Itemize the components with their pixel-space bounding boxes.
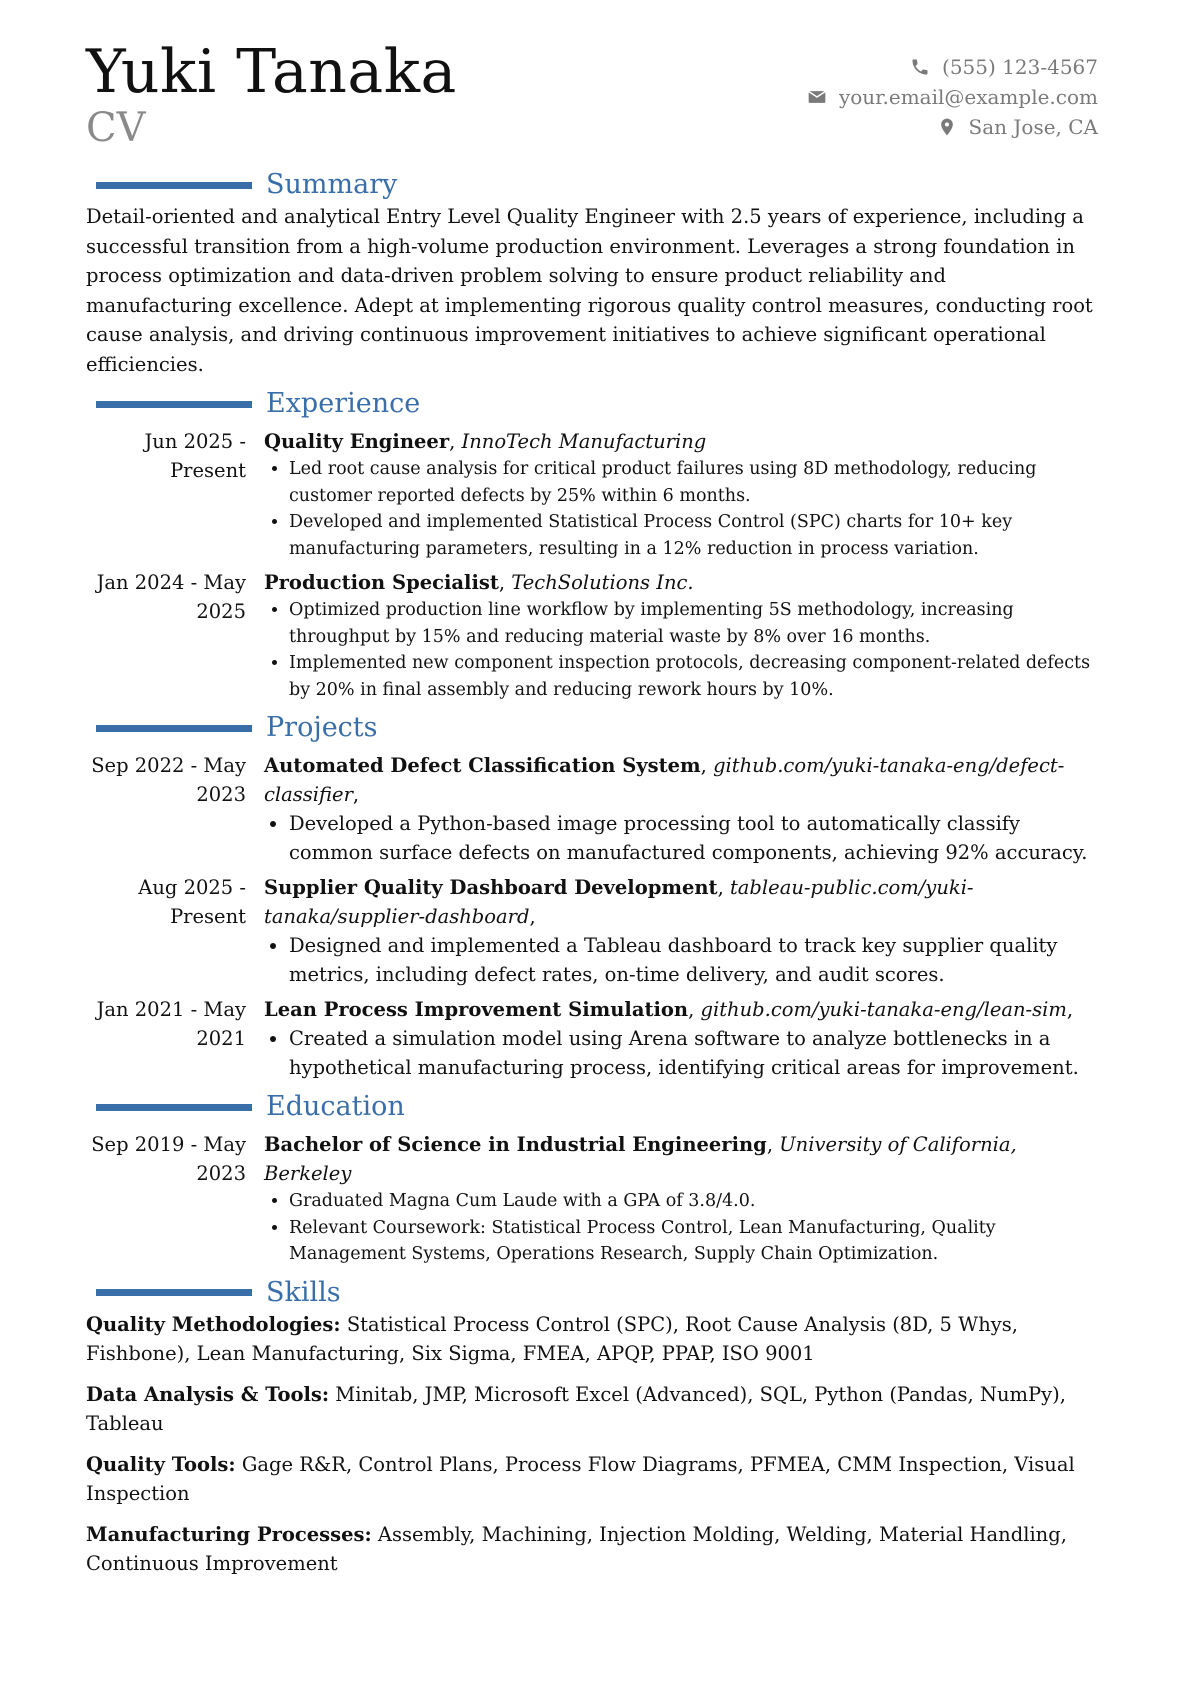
entry-date: Jan 2024 - May 2025	[96, 571, 246, 623]
entry-date: Jun 2025 - Present	[144, 430, 246, 482]
school-name: University of California, Berkeley	[264, 1133, 1017, 1185]
skill-label: Manufacturing Processes:	[86, 1522, 372, 1546]
skill-text: Assembly, Machining, Injection Molding, Welding, Material Handling, Continuous Improvement	[86, 1522, 1067, 1575]
list-item: • Graduated Magna Cum Laude with a GPA of 3.8/4.0.	[289, 1188, 1098, 1215]
project-link[interactable]: tableau-public.com/yuki-tanaka/supplier-dashboard	[264, 876, 974, 928]
envelope-icon	[807, 87, 827, 107]
projects-heading	[86, 711, 1098, 745]
skill-text: Gage R&R, Control Plans, Process Flow Diagrams, PFMEA, CMM Inspection, Visual Inspection	[86, 1452, 1075, 1505]
skill-row	[86, 1520, 1098, 1578]
skill-row	[86, 1450, 1098, 1508]
skill-text: Minitab, JMP, Microsoft Excel (Advanced), SQL, Python (Pandas, NumPy), Tableau	[86, 1382, 1066, 1435]
list-item: • Relevant Coursework: Statistical Process Control, Lean Manufacturing, Quality Management Systems, Operations Research, Supply Chain Optimization.	[289, 1215, 1098, 1268]
list-item: • Optimized production line workflow by implementing 5S methodology, increasing throughput by 15% and reducing material waste by 8% over 16 months.	[289, 597, 1098, 650]
contact-phone[interactable]	[807, 52, 1098, 82]
section-accent-bar	[96, 1104, 252, 1111]
list-item: • Led root cause analysis for critical product failures using 8D methodology, reducing customer reported defects by 25% within 6 months.	[289, 456, 1098, 509]
list-item: • Created a simulation model using Arena software to analyze bottlenecks in a hypothetical manufacturing process, identifying critical areas for improvement.	[289, 1024, 1098, 1082]
section-title: Experience	[266, 388, 421, 419]
document-subtitle: CV	[86, 105, 146, 151]
project-link[interactable]: github.com/yuki-tanaka-eng/defect-classifier	[264, 754, 1065, 806]
section-title: Projects	[266, 712, 378, 743]
map-pin-icon	[937, 117, 957, 137]
experience-heading	[86, 387, 1098, 421]
section-accent-bar	[96, 1289, 252, 1296]
list-item: • Developed and implemented Statistical Process Control (SPC) charts for 10+ key manufacturing parameters, resulting in a 12% reduction in process variation.	[289, 509, 1098, 562]
skill-text: Statistical Process Control (SPC), Root Cause Analysis (8D, 5 Whys, Fishbone), Lean Manufacturing, Six Sigma, FMEA, APQP, PPAP, ISO 9001	[86, 1312, 1018, 1365]
list-item: • Developed a Python-based image processing tool to automatically classify common surface defects on manufactured components, achieving 92% accuracy.	[289, 809, 1098, 867]
company-name: TechSolutions Inc.	[511, 571, 694, 594]
entry-date: Aug 2025 - Present	[138, 876, 246, 928]
experience-entry: Jun 2025 - Present Quality Engineer, InnoTech Manufacturing • Led root cause analysis for critical product failures using 8D methodology, reducing customer reported defects by 25% within 6 months. • Developed and implemented Statistical Process Control (SPC) charts for 10+ key manufacturing parameters, resulting in a 12% reduction in process variation.	[86, 427, 1098, 562]
project-name: Automated Defect Classification System	[264, 754, 701, 777]
degree-name: Bachelor of Science in Industrial Engineering	[264, 1133, 767, 1156]
cv-page	[86, 37, 1098, 1590]
skill-row	[86, 1380, 1098, 1438]
phone-icon	[910, 57, 930, 77]
contact-location	[807, 112, 1098, 142]
section-accent-bar	[96, 182, 252, 189]
education-entry: Sep 2019 - May 2023 Bachelor of Science in Industrial Engineering, University of California, Berkeley • Graduated Magna Cum Laude with a GPA of 3.8/4.0. • Relevant Coursework: Statistical Process Control, Lean Manufacturing, Quality Management Systems, Operations Research, Supply Chain Optimization.	[86, 1130, 1098, 1268]
section-title: Summary	[266, 169, 398, 200]
project-entry: Jan 2021 - May 2021 Lean Process Improvement Simulation, github.com/yuki-tanaka-eng/lean-sim, • Created a simulation model using Arena software to analyze bottlenecks in a hypothetical manufacturing process, identifying critical areas for improvement.	[86, 995, 1098, 1082]
list-item: • Implemented new component inspection protocols, decreasing component-related defects by 20% in final assembly and reducing rework hours by 10%.	[289, 650, 1098, 703]
skill-label: Quality Methodologies:	[86, 1312, 341, 1336]
entry-date: Sep 2019 - May 2023	[91, 1133, 246, 1185]
location-text: San Jose, CA	[968, 115, 1098, 139]
job-title: Quality Engineer	[264, 430, 450, 453]
project-link[interactable]: github.com/yuki-tanaka-eng/lean-sim	[700, 998, 1067, 1021]
person-name: Yuki Tanaka	[86, 37, 457, 107]
phone-text: (555) 123-4567	[942, 55, 1098, 79]
contact-email[interactable]	[807, 82, 1098, 112]
project-name: Lean Process Improvement Simulation	[264, 998, 689, 1021]
section-title: Education	[266, 1091, 405, 1122]
entry-date: Jan 2021 - May 2021	[96, 998, 246, 1050]
section-accent-bar	[96, 725, 252, 732]
skill-label: Data Analysis & Tools:	[86, 1382, 330, 1406]
project-name: Supplier Quality Dashboard Development	[264, 876, 718, 899]
contact-block	[807, 52, 1098, 142]
skill-row	[86, 1310, 1098, 1368]
company-name: InnoTech Manufacturing	[461, 430, 707, 453]
skill-label: Quality Tools:	[86, 1452, 236, 1476]
project-entry: Aug 2025 - Present Supplier Quality Dashboard Development, tableau-public.com/yuki-tanaka/supplier-dashboard, • Designed and implemented a Tableau dashboard to track key supplier quality metrics, including defect rates, on-time delivery, and audit scores.	[86, 873, 1098, 989]
section-title: Skills	[266, 1276, 341, 1308]
education-heading	[86, 1090, 1098, 1124]
section-accent-bar	[96, 401, 252, 408]
skills-heading	[86, 1276, 1098, 1310]
list-item: • Designed and implemented a Tableau dashboard to track key supplier quality metrics, including defect rates, on-time delivery, and audit scores.	[289, 931, 1098, 989]
summary-text: Detail-oriented and analytical Entry Level Quality Engineer with 2.5 years of experience, including a successful transition from a high-volume production environment. Leverages a strong foundation in process optimization and data-driven problem solving to ensure product reliability and manufacturing excellence. Adept at implementing rigorous quality control measures, conducting root cause analysis, and driving continuous improvement initiatives to achieve significant operational efficiencies.	[86, 205, 1093, 376]
summary-heading	[86, 168, 1098, 202]
experience-entry: Jan 2024 - May 2025 Production Specialist, TechSolutions Inc. • Optimized production line workflow by implementing 5S methodology, increasing throughput by 15% and reducing material waste by 8% over 16 months. • Implemented new component inspection protocols, decreasing component-related defects by 20% in final assembly and reducing rework hours by 10%.	[86, 568, 1098, 703]
email-text: your.email@example.com	[838, 85, 1098, 109]
entry-date: Sep 2022 - May 2023	[91, 754, 246, 806]
project-entry: Sep 2022 - May 2023 Automated Defect Classification System, github.com/yuki-tanaka-eng/defect-classifier, • Developed a Python-based image processing tool to automatically classify common surface defects on manufactured components, achieving 92% accuracy.	[86, 751, 1098, 867]
cv-header	[86, 37, 1098, 160]
job-title: Production Specialist	[264, 571, 499, 594]
